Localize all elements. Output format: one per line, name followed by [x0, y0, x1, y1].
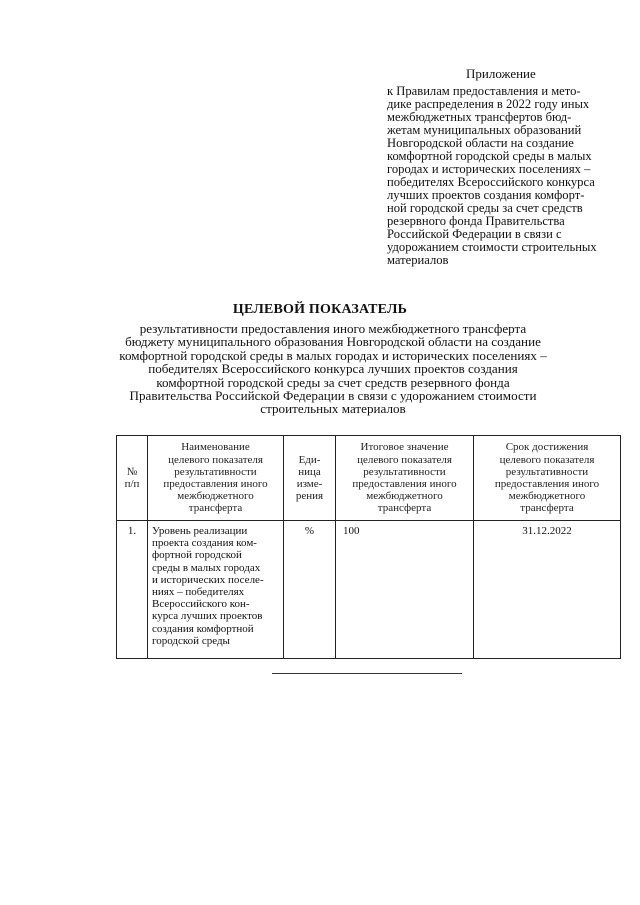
appendix-line: межбюджетных трансфертов бюд- — [387, 110, 572, 124]
target-indicator-table — [116, 435, 621, 659]
header-name: Наименование целевого показателя результативности предоставления иного межбюджетного трансферта — [148, 436, 284, 521]
header-value: Итоговое значение целевого показателя результативности предоставления иного межбюджетного трансферта — [336, 436, 474, 521]
subtitle-line: бюджету муниципального образования Новгородской области на создание — [125, 334, 541, 350]
appendix-text — [387, 85, 619, 267]
document-subtitle — [108, 322, 558, 416]
subtitle-line: комфортной городской среды за счет средств резервного фонда — [156, 374, 510, 390]
appendix-line: жетам муниципальных образований — [387, 123, 582, 137]
appendix-line: к Правилам предоставления и мето- — [387, 84, 581, 98]
appendix-line: лучших проектов создания комфорт- — [387, 188, 585, 202]
appendix-line: городах и исторических поселениях – — [387, 162, 591, 176]
subtitle-line: результативности предоставления иного межбюджетного трансферта — [139, 321, 527, 336]
appendix-line: дике распределения в 2022 году иных — [387, 97, 590, 111]
subtitle-line: Правительства Российской Федерации в связи с удорожанием стоимости — [129, 388, 537, 404]
table-header-row — [117, 436, 621, 521]
cell-value: 100 — [336, 521, 474, 659]
appendix-line: комфортной городской среды в малых — [387, 149, 592, 163]
appendix-line: резервного фонда Правительства — [387, 214, 565, 228]
cell-indicator-name: Уровень реализации проекта создания ком- фортной городской среды в малых городах и исторических поселе- ниях – победителях Всероссийского кон- курса лучших проектов создания комфортной городской среды — [148, 521, 284, 659]
subtitle-line: победителях Всероссийского конкурса лучших проектов создания — [148, 361, 518, 377]
appendix-line: удорожанием стоимости строительных — [387, 240, 597, 254]
header-num: № п/п — [117, 436, 148, 521]
appendix-line: Новгородской области на создание — [387, 136, 574, 150]
subtitle-line: строительных материалов — [260, 401, 406, 417]
appendix-title: Приложение — [466, 66, 536, 81]
header-unit: Еди- ница изме- рения — [284, 436, 336, 521]
appendix-line: победителях Всероссийского конкурса — [387, 175, 595, 189]
cell-num: 1. — [117, 521, 148, 659]
appendix-line: материалов — [387, 253, 449, 267]
cell-deadline: 31.12.2022 — [474, 521, 621, 659]
cell-unit: % — [284, 521, 336, 659]
appendix-line: ной городской среды за счет средств — [387, 201, 583, 215]
table-row — [117, 521, 621, 659]
header-deadline: Срок достижения целевого показателя результативности предоставления иного межбюджетного трансферта — [474, 436, 621, 521]
document-title: ЦЕЛЕВОЙ ПОКАЗАТЕЛЬ — [232, 302, 408, 317]
end-divider — [272, 673, 462, 674]
subtitle-line: комфортной городской среды в малых городах и исторических поселениях – — [119, 347, 547, 363]
appendix-line: Российской Федерации в связи с — [387, 227, 562, 241]
